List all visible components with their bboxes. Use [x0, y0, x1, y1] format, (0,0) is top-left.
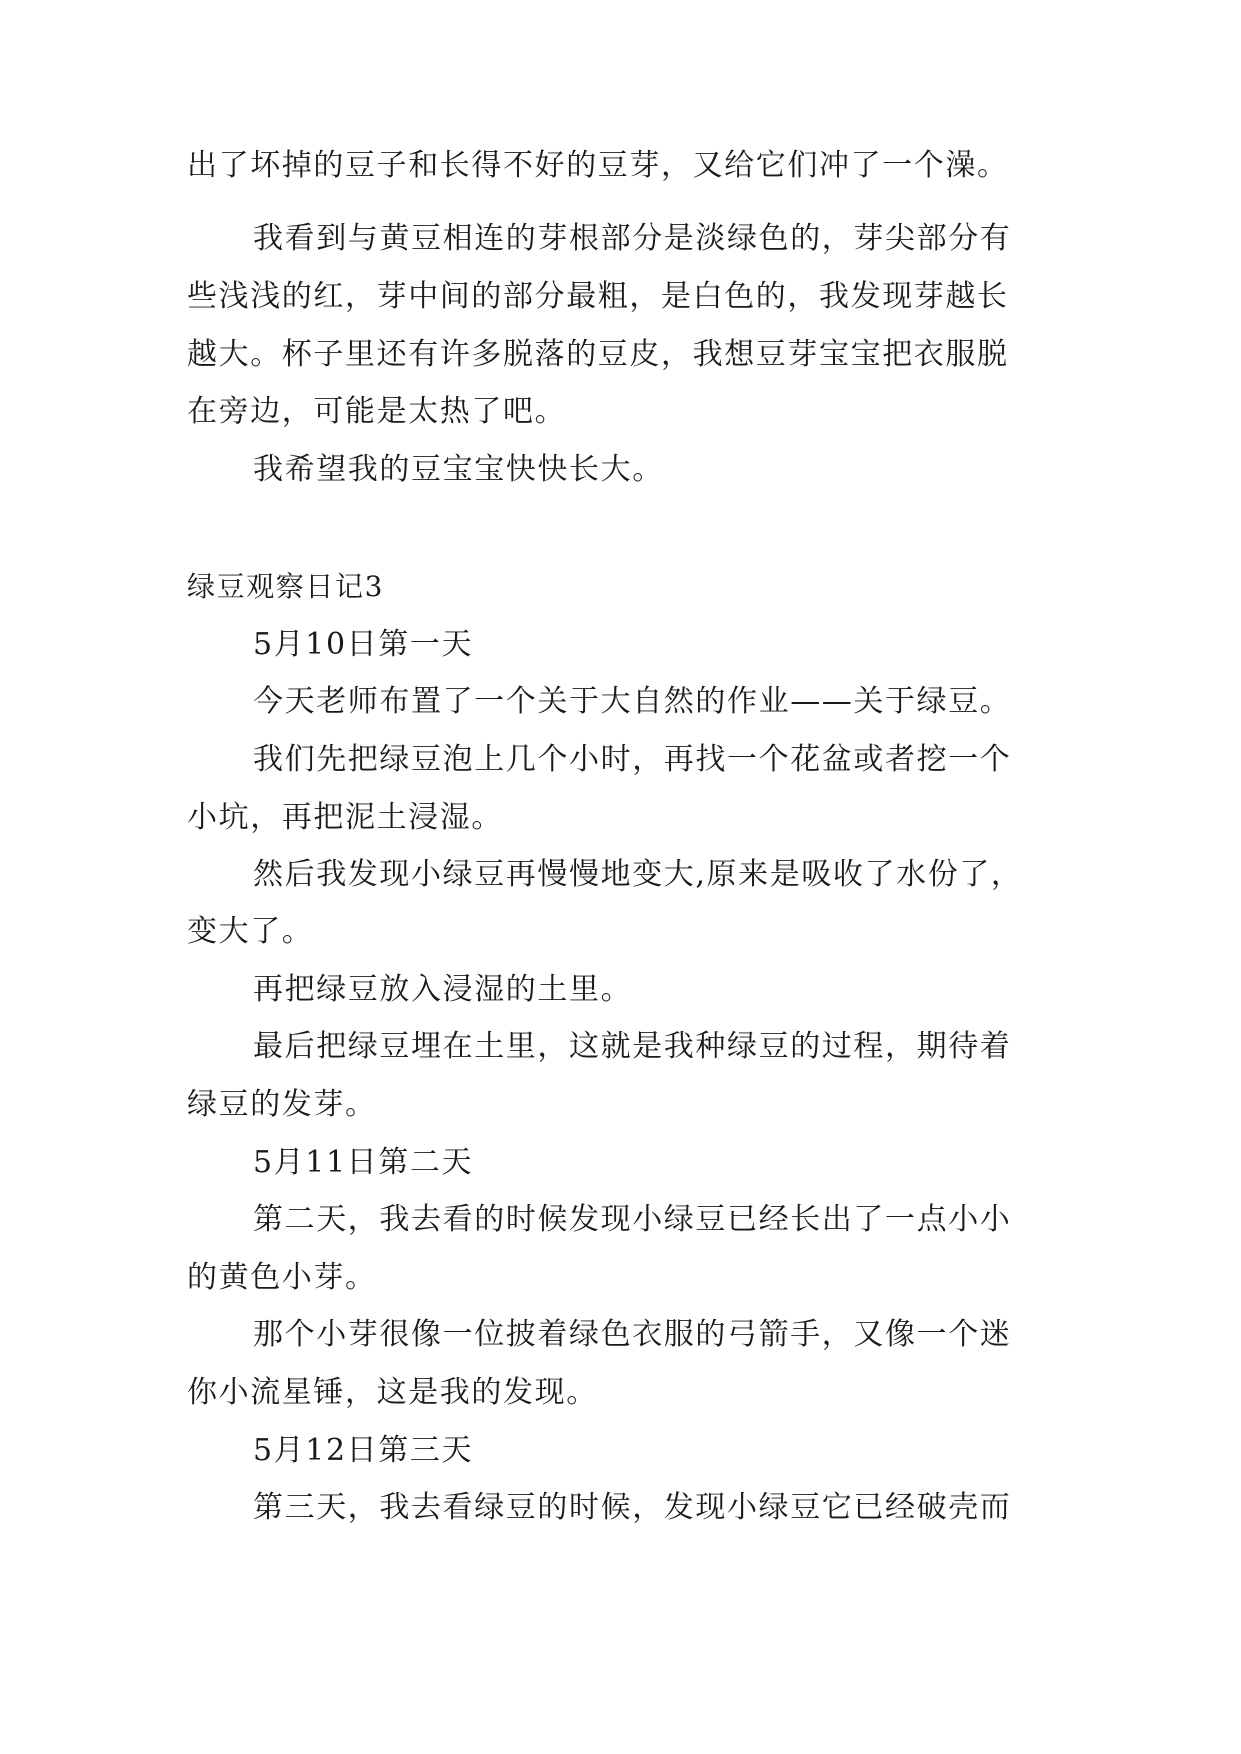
date-heading: 5月11日第二天 — [253, 1145, 474, 1180]
paragraph-first-line: 再把绿豆放入浸湿的土里。 — [253, 972, 633, 1007]
paragraph-first-line: 第三天，我去看绿豆的时候，发现小绿豆它已经破壳而 — [253, 1490, 1012, 1525]
text-line: 些浅浅的红，芽中间的部分最粗，是白色的，我发现芽越长 — [187, 279, 1009, 314]
date-heading: 5月12日第三天 — [253, 1433, 474, 1468]
text-line: 小坑，再把泥土浸湿。 — [187, 800, 503, 835]
text-line: 出了坏掉的豆子和长得不好的豆芽，又给它们冲了一个澡。 — [187, 148, 1009, 183]
paragraph-first-line: 最后把绿豆埋在土里，这就是我种绿豆的过程，期待着 — [253, 1029, 1012, 1064]
text-line: 绿豆的发芽。 — [187, 1087, 377, 1122]
paragraph-first-line: 第二天，我去看的时候发现小绿豆已经长出了一点小小 — [253, 1202, 1012, 1237]
section-title: 绿豆观察日记3 — [187, 570, 385, 603]
paragraph-first-line: 那个小芽很像一位披着绿色衣服的弓箭手，又像一个迷 — [253, 1317, 1012, 1352]
paragraph-first-line: 然后我发现小绿豆再慢慢地变大,原来是吸收了水份了， — [253, 857, 1023, 892]
paragraph-first-line: 今天老师布置了一个关于大自然的作业——关于绿豆。 — [253, 684, 1012, 719]
text-line: 在旁边，可能是太热了吧。 — [187, 394, 567, 429]
text-line: 你小流星锤，这是我的发现。 — [187, 1375, 598, 1410]
text-line: 越大。杯子里还有许多脱落的豆皮，我想豆芽宝宝把衣服脱 — [187, 337, 1009, 372]
paragraph-first-line: 我希望我的豆宝宝快快长大。 — [253, 452, 664, 487]
paragraph-first-line: 我看到与黄豆相连的芽根部分是淡绿色的，芽尖部分有 — [253, 221, 1012, 256]
paragraph-first-line: 我们先把绿豆泡上几个小时，再找一个花盆或者挖一个 — [253, 742, 1012, 777]
text-line: 的黄色小芽。 — [187, 1260, 377, 1295]
date-heading: 5月10日第一天 — [253, 627, 474, 662]
text-line: 变大了。 — [187, 914, 314, 949]
